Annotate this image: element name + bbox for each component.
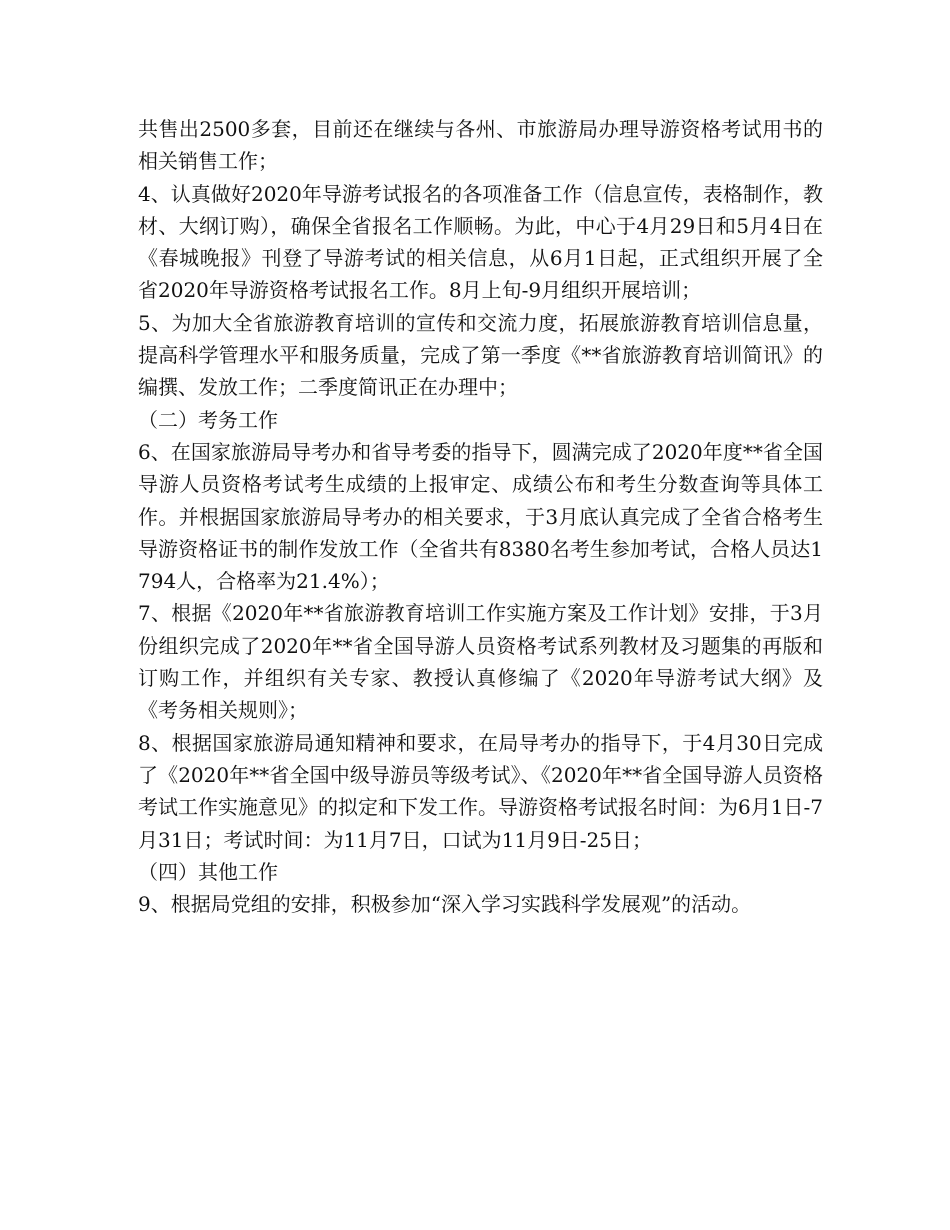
- paragraph-item-4: 4、认真做好2020年导游考试报名的各项准备工作（信息宣传，表格制作，教材、大纲订购），确保全省报名工作顺畅。为此，中心于4月29日和5月4日在《春城晚报》刊登了导游考试的相关信息，从6月1日起，正式组织开展了全省2020年导游资格考试报名工作。8月上旬-9月组织开展培训；: [138, 181, 823, 303]
- paragraph-item-9: 9、根据局党组的安排，积极参加“深入学习实践科学发展观”的活动。: [138, 892, 752, 917]
- paragraph-item-8: 8、根据国家旅游局通知精神和要求，在局导考办的指导下，于4月30日完成了《2020年**省全国中级导游员等级考试》、《2020年**省全国导游人员资格考试工作实施意见》的拟定和下发工作。导游资格考试报名时间：为6月1日-7月31日；考试时间：为11月7日，口试为11月9日-25日；: [138, 730, 823, 852]
- paragraph-sales: 共售出2500多套，目前还在继续与各州、市旅游局办理导游资格考试用书的相关销售工作；: [138, 117, 823, 174]
- section-heading-exam-affairs: （二）考务工作: [138, 407, 278, 432]
- paragraph-item-5: 5、为加大全省旅游教育培训的宣传和交流力度，拓展旅游教育培训信息量，提高科学管理水平和服务质量，完成了第一季度《**省旅游教育培训简讯》的编撰、发放工作；二季度简讯正在办理中；: [138, 310, 823, 400]
- paragraph-item-7: 7、根据《2020年**省旅游教育培训工作实施方案及工作计划》安排，于3月份组织完成了2020年**省全国导游人员资格考试系列教材及习题集的再版和订购工作，并组织有关专家、教授认真修编了《2020年导游考试大纲》及《考务相关规则》；: [138, 601, 823, 723]
- section-heading-other-work: （四）其他工作: [138, 859, 278, 884]
- document-body: [138, 113, 823, 920]
- paragraph-item-6: 6、在国家旅游局导考办和省导考委的指导下，圆满完成了2020年度**省全国导游人员资格考试考生成绩的上报审定、成绩公布和考生分数查询等具体工作。并根据国家旅游局导考办的相关要求，于3月底认真完成了全省合格考生导游资格证书的制作发放工作（全省共有8380名考生参加考试，合格人员达1794人，合格率为21.4%）；: [138, 439, 823, 594]
